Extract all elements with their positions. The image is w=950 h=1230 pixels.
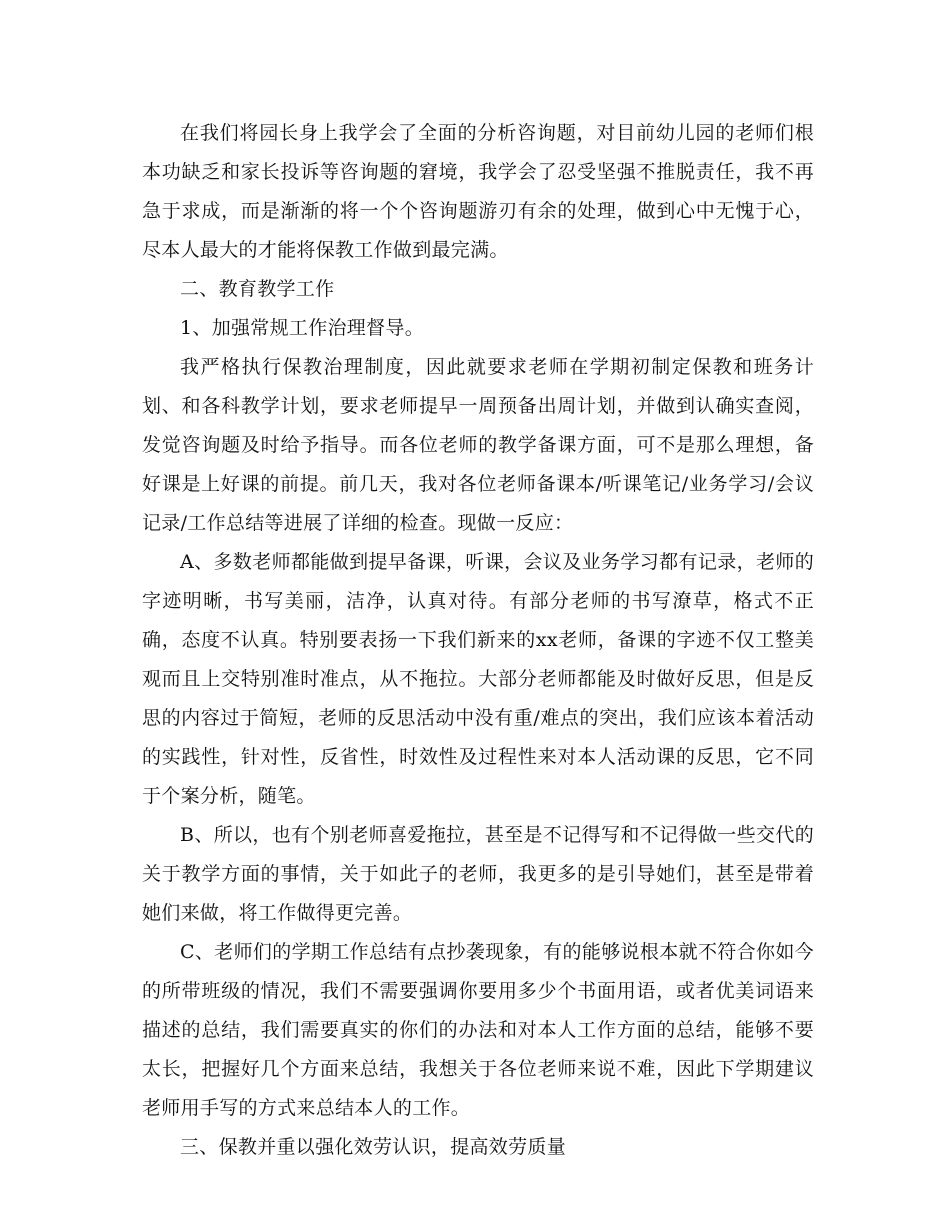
paragraph-item-a: A、多数老师都能做到提早备课，听课，会议及业务学习都有记录，老师的字迹明晰，书写美丽，洁净，认真对待。有部分老师的书写潦草，格式不正确，态度不认真。特别要表扬一下我们新来的xx老师，备课的字迹不仅工整美观而且上交特别准时准点，从不拖拉。大部分老师都能及时做好反思，但是反思的内容过于简短，老师的反思活动中没有重/难点的突出，我们应该本着活动的实践性，针对性，反省性，时效性及过程性来对本人活动课的反思，它不同于个案分析，随笔。 xyxy=(142,551,814,807)
paragraph-planning-inspection: 我严格执行保教治理制度，因此就要求老师在学期初制定保教和班务计划、和各科教学计划，要求老师提早一周预备出周计划，并做到认确实查阅，发觉咨询题及时给予指导。而各位老师的教学备课方面，可不是那么理想，备好课是上好课的前提。前几天，我对各位老师备课本/听课笔记/业务学习/会议记录/工作总结等进展了详细的检查。现做一反应： xyxy=(142,356,814,534)
section-heading-teaching: 二、教育教学工作 xyxy=(180,278,335,300)
paragraph-item-c: C、老师们的学期工作总结有点抄袭现象，有的能够说根本就不符合你如今的所带班级的情况，我们不需要强调你要用多少个书面用语，或者优美词语来描述的总结，我们需要真实的你们的办法和对本人工作方面的总结，能够不要太长，把握好几个方面来总结，我想关于各位老师来说不难，因此下学期建议老师用手写的方式来总结本人的工作。 xyxy=(142,941,814,1119)
subheading-routine-supervision: 1、加强常规工作治理督导。 xyxy=(180,317,424,339)
section-heading-service: 三、保教并重以强化效劳认识，提高效劳质量 xyxy=(180,1136,567,1158)
paragraph-intro: 在我们将园长身上我学会了全面的分析咨询题，对目前幼儿园的老师们根本功缺乏和家长投诉等咨询题的窘境，我学会了忍受坚强不推脱责任，我不再急于求成，而是渐渐的将一个个咨询题游刃有余的处理，做到心中无愧于心，尽本人最大的才能将保教工作做到最完满。 xyxy=(142,122,814,261)
paragraph-item-b: B、所以，也有个别老师喜爱拖拉，甚至是不记得写和不记得做一些交代的关于教学方面的事情，关于如此子的老师，我更多的是引导她们，甚至是带着她们来做，将工作做得更完善。 xyxy=(142,824,814,924)
document-body xyxy=(142,114,814,1167)
